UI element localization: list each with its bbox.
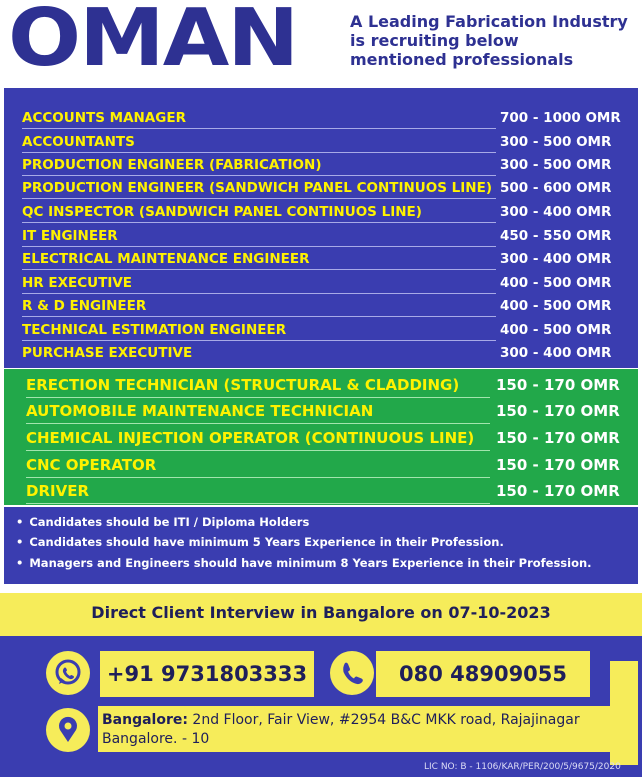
job-salary: 500 - 600 OMR [500, 180, 612, 196]
job-title: ERECTION TECHNICIAN (STRUCTURAL & CLADDING) [26, 376, 460, 394]
job-underline [26, 423, 490, 424]
country-logo-text: OMAN [8, 0, 298, 85]
job-row [4, 202, 638, 225]
job-underline [26, 477, 490, 478]
header [0, 0, 642, 86]
contact-section [0, 636, 642, 777]
job-row [4, 296, 638, 319]
job-row [4, 453, 638, 479]
job-row [4, 273, 638, 296]
job-row [4, 426, 638, 452]
job-row [4, 249, 638, 272]
address-city: Bangalore: [102, 712, 188, 728]
job-title: DRIVER [26, 482, 89, 500]
job-row [4, 178, 638, 201]
professional-jobs-section [4, 88, 638, 368]
job-row [4, 132, 638, 155]
job-underline [22, 128, 496, 129]
job-salary: 300 - 400 OMR [500, 345, 612, 361]
job-salary: 150 - 170 OMR [496, 376, 620, 394]
mobile-number[interactable]: +91 9731803333 [100, 651, 314, 697]
tagline-line-2: is recruiting below [350, 31, 519, 50]
job-row [4, 373, 638, 399]
job-underline [22, 269, 496, 270]
job-title: IT ENGINEER [22, 228, 118, 244]
job-underline [22, 293, 496, 294]
decorative-bar [610, 661, 638, 765]
job-title: QC INSPECTOR (SANDWICH PANEL CONTINUOS LINE) [22, 204, 422, 220]
job-underline [26, 450, 490, 451]
job-underline [26, 503, 490, 504]
job-salary: 300 - 500 OMR [500, 157, 612, 173]
job-salary: 700 - 1000 OMR [500, 110, 621, 126]
location-pin-icon [46, 708, 90, 752]
job-row [4, 343, 638, 366]
job-salary: 400 - 500 OMR [500, 322, 612, 338]
requirement-item: • Managers and Engineers should have minimum 8 Years Experience in their Profession. [16, 556, 592, 571]
job-salary: 150 - 170 OMR [496, 456, 620, 474]
job-title: CNC OPERATOR [26, 456, 157, 474]
job-title: AUTOMOBILE MAINTENANCE TECHNICIAN [26, 402, 374, 420]
job-row [4, 108, 638, 131]
interview-text: Direct Client Interview in Bangalore on 07-10-2023 [91, 603, 551, 622]
job-salary: 300 - 500 OMR [500, 134, 612, 150]
address-box [98, 706, 618, 752]
job-title: ACCOUNTANTS [22, 134, 135, 150]
job-salary: 400 - 500 OMR [500, 275, 612, 291]
job-title: CHEMICAL INJECTION OPERATOR (CONTINUOUS LINE) [26, 429, 475, 447]
job-underline [22, 222, 496, 223]
address-street: 2nd Floor, Fair View, #2954 B&C MKK road, Rajajinagar [192, 712, 580, 728]
tagline [350, 12, 640, 69]
job-title: ELECTRICAL MAINTENANCE ENGINEER [22, 251, 310, 267]
job-underline [26, 397, 490, 398]
job-salary: 150 - 170 OMR [496, 402, 620, 420]
job-salary: 300 - 400 OMR [500, 251, 612, 267]
job-row [4, 399, 638, 425]
address-line-2: Bangalore. - 10 [102, 731, 210, 747]
job-underline [22, 340, 496, 341]
job-title: ACCOUNTS MANAGER [22, 110, 186, 126]
job-underline [22, 246, 496, 247]
job-row [4, 155, 638, 178]
job-underline [22, 175, 496, 176]
requirement-item: • Candidates should have minimum 5 Years Experience in their Profession. [16, 535, 504, 550]
tagline-line-1: A Leading Fabrication Industry [350, 12, 628, 31]
job-underline [22, 198, 496, 199]
job-salary: 150 - 170 OMR [496, 482, 620, 500]
job-title: PURCHASE EXECUTIVE [22, 345, 193, 361]
job-title: R & D ENGINEER [22, 298, 147, 314]
job-underline [22, 316, 496, 317]
technician-jobs-section [4, 369, 638, 505]
job-salary: 300 - 400 OMR [500, 204, 612, 220]
job-row [4, 320, 638, 343]
job-underline [22, 152, 496, 153]
job-title: HR EXECUTIVE [22, 275, 133, 291]
license-number: LIC NO: B - 1106/KAR/PER/200/5/9675/2020 [424, 762, 621, 772]
job-row [4, 479, 638, 505]
landline-number[interactable]: 080 48909055 [376, 651, 590, 697]
job-title: PRODUCTION ENGINEER (FABRICATION) [22, 157, 322, 173]
tagline-line-3: mentioned professionals [350, 50, 574, 69]
phone-icon [330, 651, 374, 695]
requirements-section [4, 507, 638, 584]
job-salary: 400 - 500 OMR [500, 298, 612, 314]
job-salary: 450 - 550 OMR [500, 228, 612, 244]
address-line-1 [102, 711, 580, 729]
job-row [4, 226, 638, 249]
job-title: PRODUCTION ENGINEER (SANDWICH PANEL CONTINUOS LINE) [22, 180, 492, 196]
whatsapp-icon [46, 651, 90, 695]
requirement-item: • Candidates should be ITI / Diploma Holders [16, 515, 309, 530]
job-title: TECHNICAL ESTIMATION ENGINEER [22, 322, 287, 338]
job-salary: 150 - 170 OMR [496, 429, 620, 447]
